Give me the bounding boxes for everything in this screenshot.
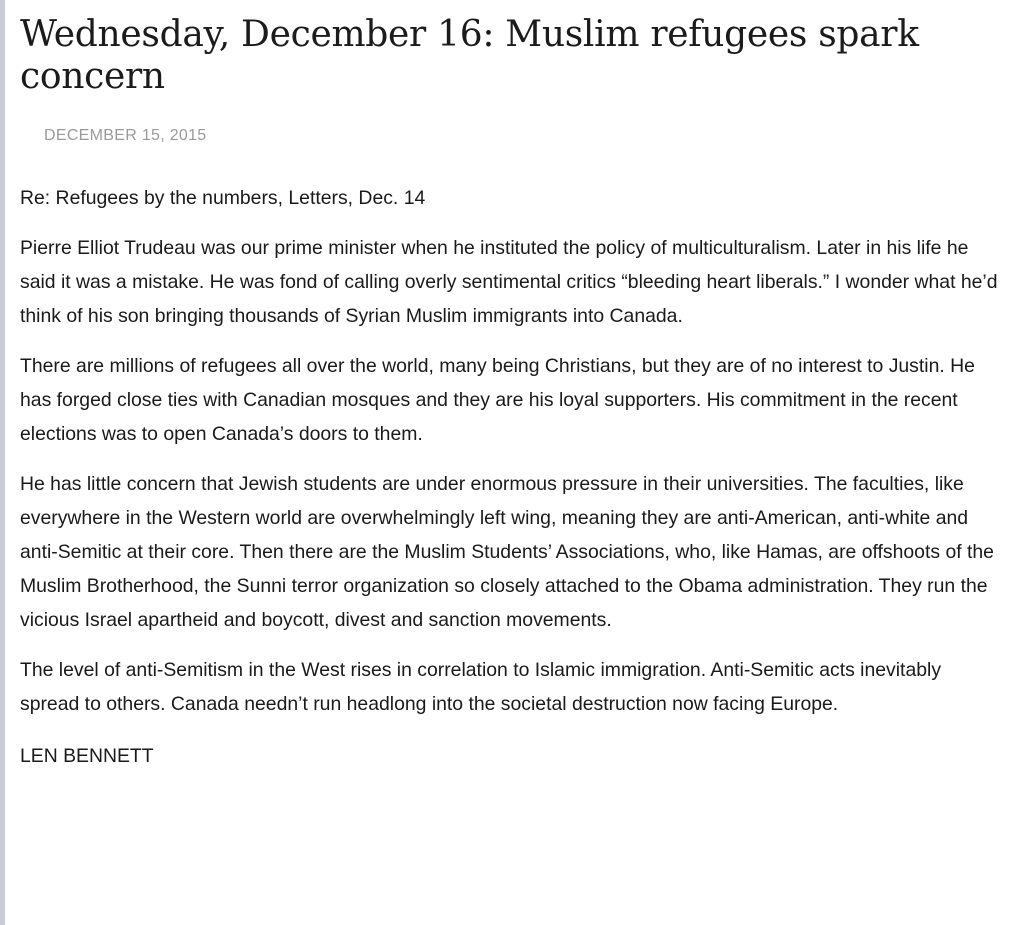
- article: [20, 14, 1005, 773]
- paragraph-3: He has little concern that Jewish students are under enormous pressure in their universities. The faculties, like everywhere in the Western world are overwhelmingly left wing, meaning they are anti-American, anti-white and anti-Semitic at their core. Then there are the Muslim Students’ Associations, who, like Hamas, are offshoots of the Muslim Brotherhood, the Sunni terror organization so closely attached to the Obama administration. They run the vicious Israel apartheid and boycott, divest and sanction movements.: [20, 473, 994, 631]
- paragraph-1: Pierre Elliot Trudeau was our prime minister when he instituted the policy of multiculturalism. Later in his life he said it was a mistake. He was fond of calling overly sentimental critics “bleeding heart liberals.” I wonder what he’d think of his son bringing thousands of Syrian Muslim immigrants into Canada.: [20, 237, 998, 327]
- author-signature: LEN BENNETT: [20, 745, 154, 767]
- article-title: Wednesday, December 16: Muslim refugees spark concern: [20, 14, 919, 97]
- article-date: DECEMBER 15, 2015: [44, 127, 207, 144]
- re-line: Re: Refugees by the numbers, Letters, Dec. 14: [20, 187, 426, 209]
- paragraph-4: The level of anti-Semitism in the West rises in correlation to Islamic immigration. Anti-Semitic acts inevitably spread to others. Canada needn’t run headlong into the societal destruction now facing Europe.: [20, 659, 942, 715]
- left-border-rule: [0, 0, 5, 925]
- paragraph-2: There are millions of refugees all over the world, many being Christians, but they are of no interest to Justin. He has forged close ties with Canadian mosques and they are his loyal supporters. His commitment in the recent elections was to open Canada’s doors to them.: [20, 355, 975, 445]
